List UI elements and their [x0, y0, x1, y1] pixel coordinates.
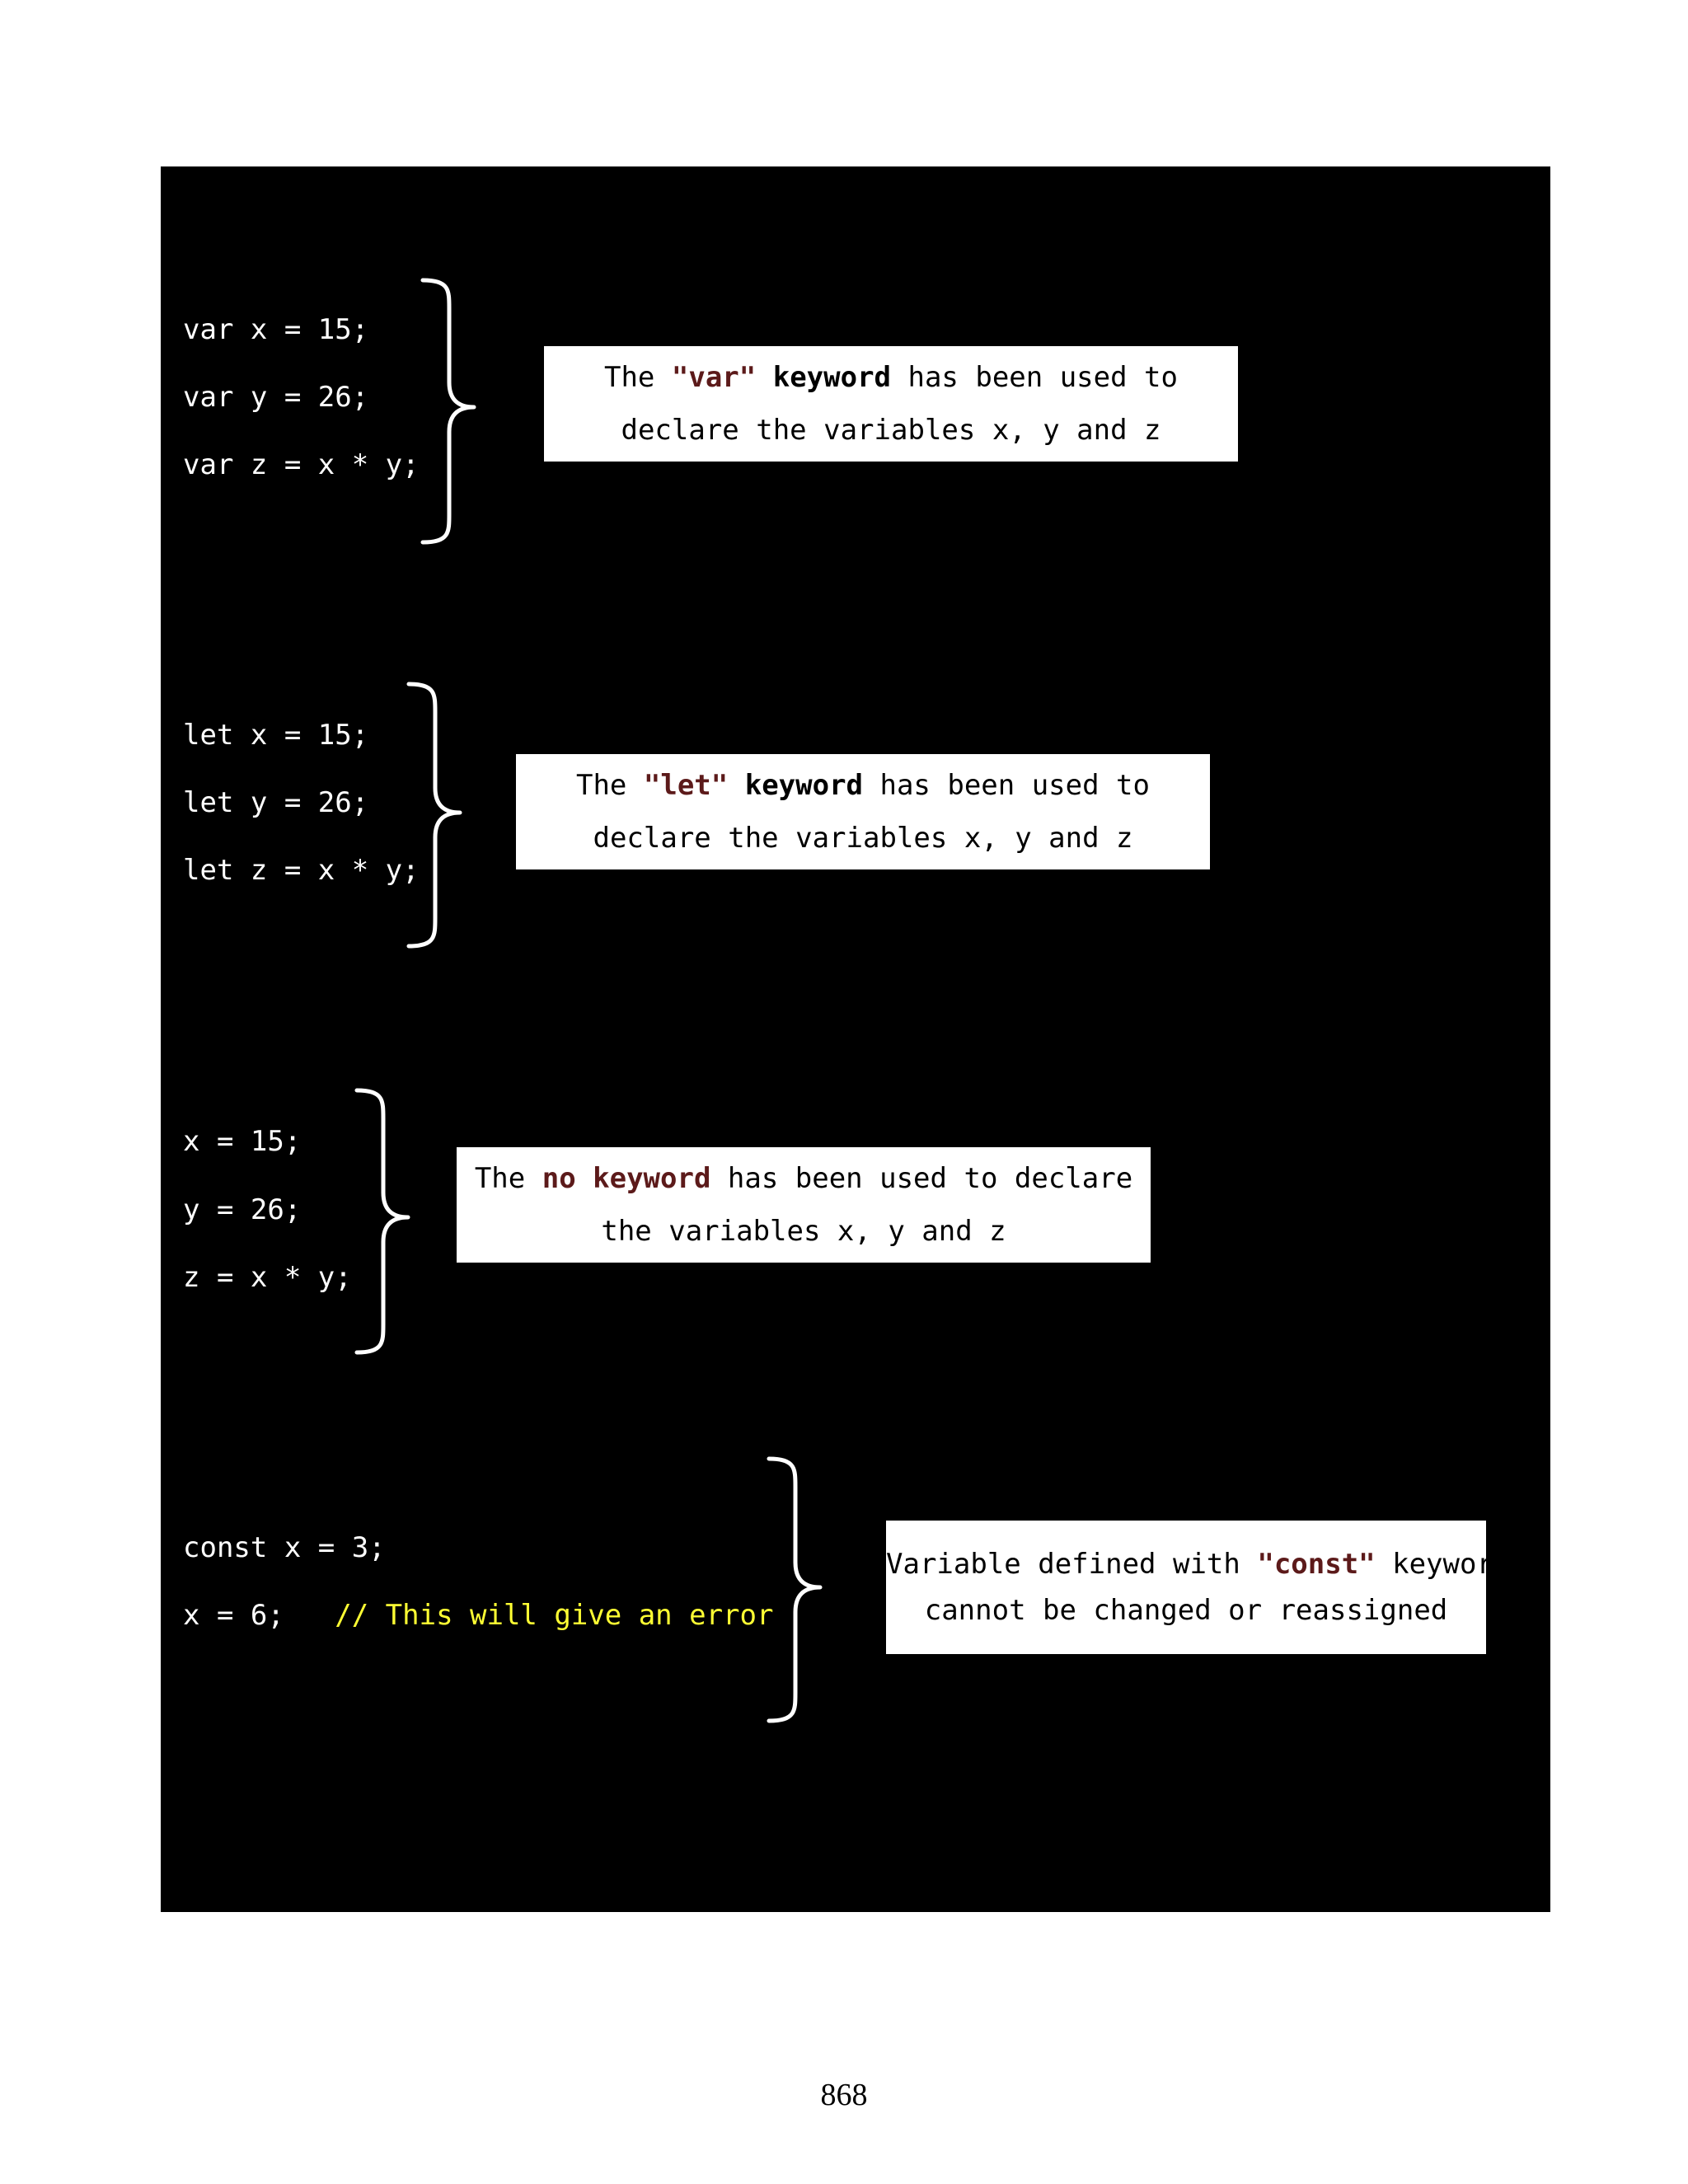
code-line-const-x: const x = 3;: [183, 1531, 386, 1564]
note-const: Variable defined with "const" keyword cannot be changed or reassigned: [886, 1521, 1486, 1654]
keyword-const: "const": [1257, 1548, 1376, 1581]
code-line-let-x: let x = 15;: [183, 719, 369, 752]
keyword-none: no keyword: [542, 1162, 711, 1195]
brace-var: [416, 275, 482, 547]
code-line-z: z = x * y;: [183, 1261, 352, 1294]
code-panel: [161, 166, 1550, 1912]
code-line-x: x = 15;: [183, 1125, 302, 1158]
code-line-let-z: let z = x * y;: [183, 854, 420, 887]
brace-let: [402, 679, 468, 951]
code-line-let-y: let y = 26;: [183, 786, 369, 819]
page-number: 868: [820, 2078, 868, 2112]
keyword-var: "var": [671, 361, 757, 394]
code-comment: // This will give an error: [335, 1599, 774, 1632]
keyword-let: "let": [643, 769, 729, 802]
note-no-keyword: The no keyword has been used to declare the variables x, y and z: [457, 1147, 1151, 1263]
code-line-var-z: var z = x * y;: [183, 448, 420, 481]
code-line-y: y = 26;: [183, 1193, 302, 1226]
code-line-reassign-x: x = 6; // This will give an error: [183, 1599, 774, 1632]
brace-no-keyword: [350, 1085, 416, 1357]
code-line-var-x: var x = 15;: [183, 313, 369, 346]
note-var: The "var" keyword has been used to declare the variables x, y and z: [544, 346, 1238, 462]
note-let: The "let" keyword has been used to declare the variables x, y and z: [516, 754, 1210, 869]
brace-const: [762, 1454, 828, 1726]
code-line-var-y: var y = 26;: [183, 381, 369, 414]
